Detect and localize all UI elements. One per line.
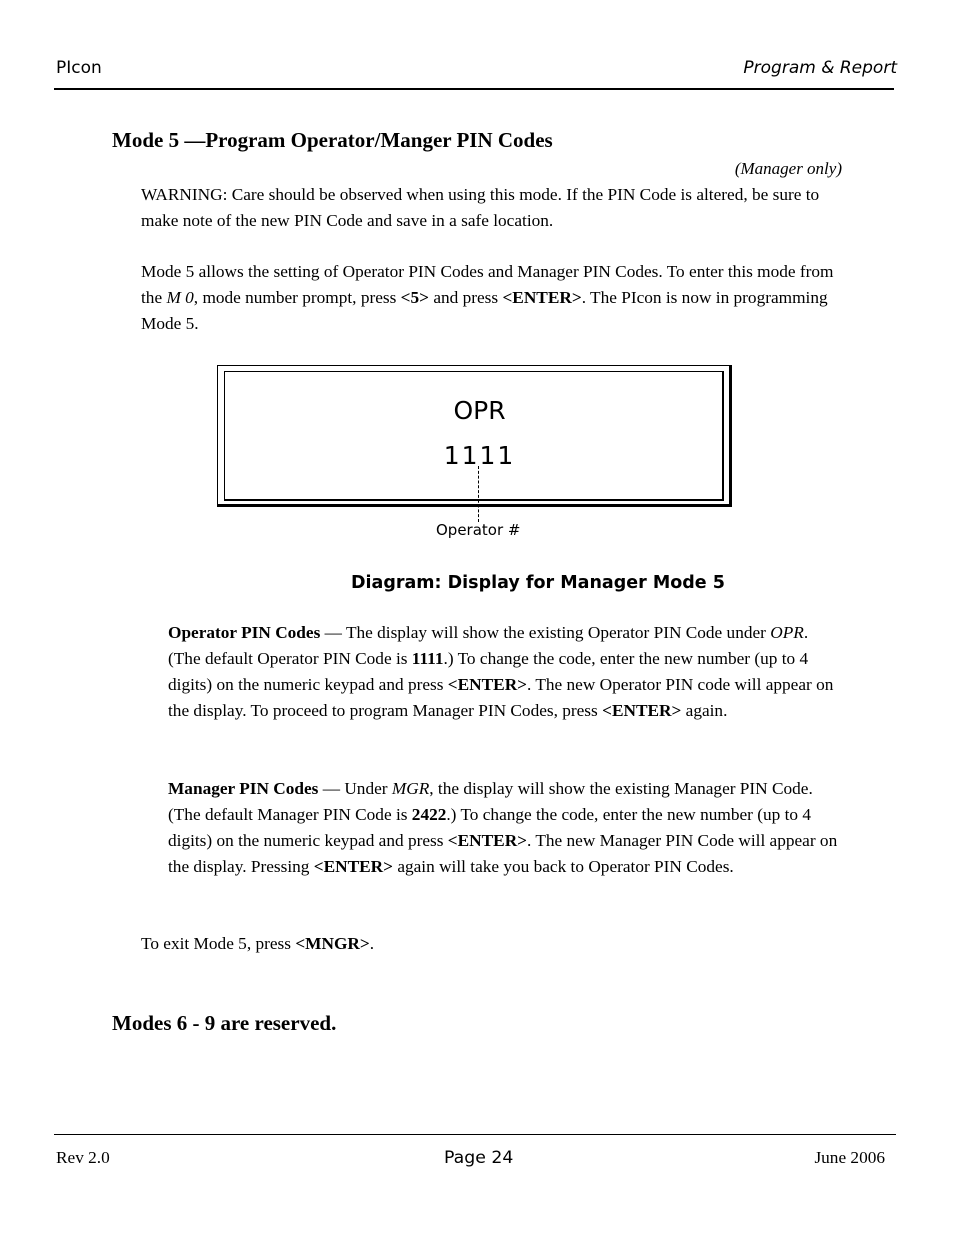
footer-revision: Rev 2.0 [56,1148,110,1167]
exit-paragraph [141,931,841,957]
key-5: <5> [400,288,430,307]
mode-prompt: M 0 [166,288,194,307]
header-product-name: PIcon [56,58,102,78]
manager-pin-paragraph [168,776,840,880]
operator-pin-label: Operator PIN Codes [168,623,321,642]
exit-text: . [369,934,375,953]
diagram-caption: Diagram: Display for Manager Mode 5 [351,573,725,593]
manager-text: , the display will show the existing Manager PIN Code. (The default Manager PIN Code is [168,779,813,824]
manager-text: . The new Manager PIN Code will appear on the display. Pressing [168,831,838,876]
key-mngr: <MNGR> [295,934,370,953]
footer-page-number: Page 24 [444,1148,514,1168]
manager-text: again will take you back to Operator PIN Codes. [393,857,734,876]
operator-text: again. [681,701,728,720]
operator-pin-paragraph [168,620,840,724]
header-divider [54,88,894,90]
key-enter: <ENTER> [602,701,682,720]
reserved-modes-heading: Modes 6 - 9 are reserved. [112,1011,337,1035]
intro-paragraph [141,259,841,337]
exit-text: To exit Mode 5, press [141,934,296,953]
header-section-name: Program & Report [743,58,897,78]
intro-text: , mode number prompt, press [193,288,401,307]
manager-pin-label: Manager PIN Codes [168,779,319,798]
footer-date: June 2006 [814,1148,885,1167]
intro-text: . The PIcon is now in programming Mode 5. [141,288,828,333]
key-enter: <ENTER> [313,857,393,876]
section-title: Mode 5 —Program Operator/Manger PIN Codes [112,128,553,152]
operator-default-code: 1111 [411,649,444,668]
operator-text: — The display will show the existing Operator PIN Code under [320,623,771,642]
manager-only-note: (Manager only) [734,159,842,178]
operator-text: . (The default Operator PIN Code is [168,623,809,668]
lcd-display-screen [224,371,724,501]
manager-text: — Under [318,779,392,798]
key-enter: <ENTER> [447,831,528,850]
lcd-line-2: 1111 [443,441,516,470]
key-enter: <ENTER> [447,675,528,694]
operator-text: . The new Operator PIN code will appear on the display. To proceed to program Manager PIN Codes, press [168,675,834,720]
key-enter: <ENTER> [502,288,582,307]
intro-text: Mode 5 allows the setting of Operator PIN Codes and Manager PIN Codes. To enter this mode from the [141,262,834,307]
footer-divider [54,1134,896,1135]
lcd-line-1: OPR [453,396,506,425]
mgr-code-name: MGR [391,779,430,798]
manager-text: .) To change the code, enter the new number (up to 4 digits) on the numeric keypad and press [168,805,811,850]
intro-text: and press [429,288,503,307]
operator-text: .) To change the code, enter the new number (up to 4 digits) on the numeric keypad and press [168,649,809,694]
warning-paragraph: WARNING: Care should be observed when using this mode. If the PIN Code is altered, be sure to make note of the new PIN Code and save in a safe location. [141,185,820,230]
callout-leader-line [478,466,479,522]
callout-label: Operator # [436,521,521,539]
opr-code-name: OPR [770,623,804,642]
manager-default-code: 2422 [411,805,447,824]
